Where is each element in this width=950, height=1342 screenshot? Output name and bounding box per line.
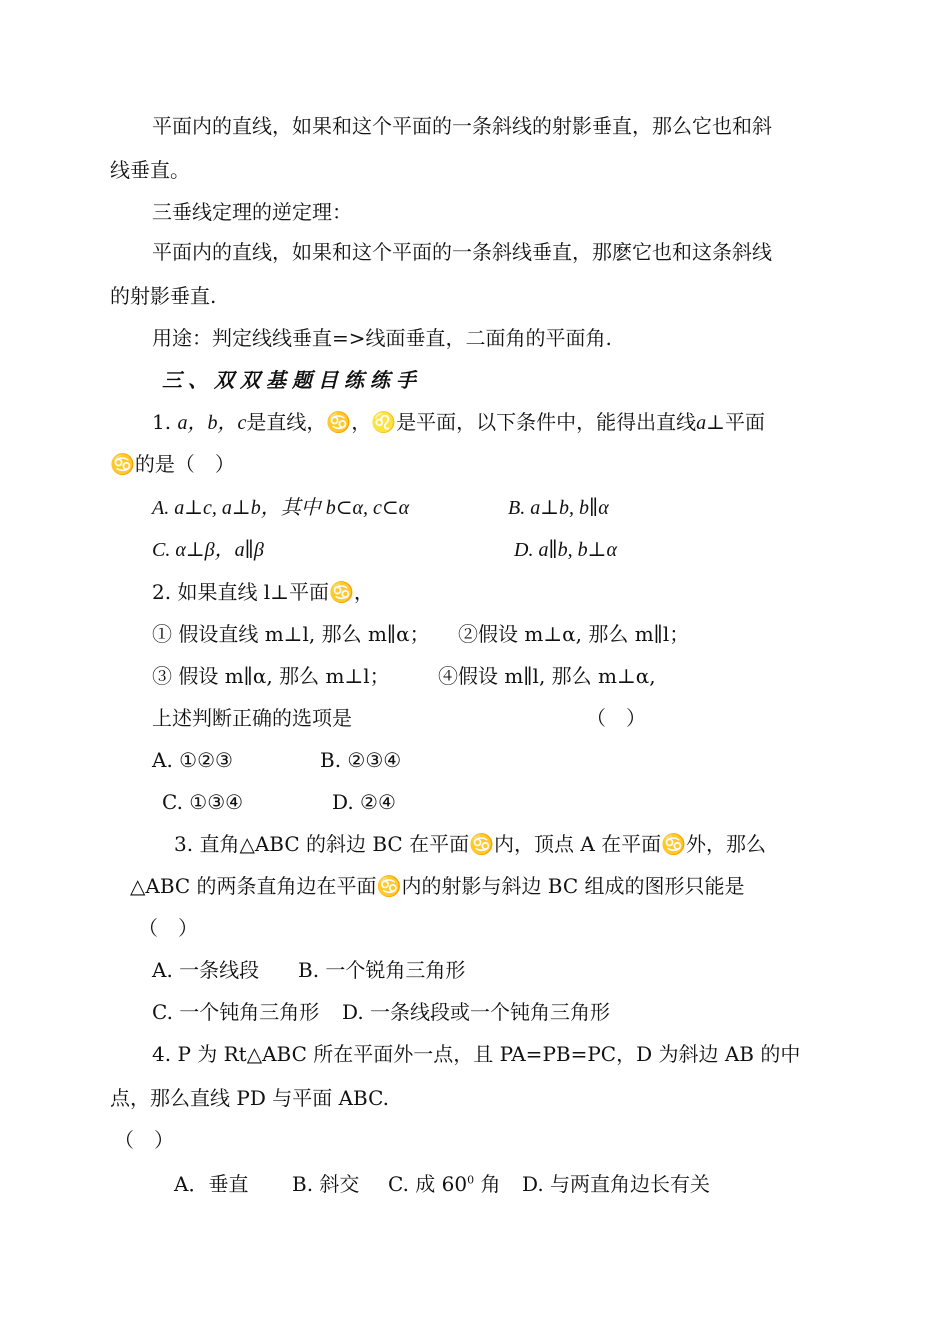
q2-question: 上述判断正确的选项是 [152, 706, 352, 730]
q2-answer-paren: （ ） [586, 706, 646, 730]
q4-option-d: D. 与两直角边长有关 [522, 1172, 711, 1196]
q4-option-a: A．垂直 [174, 1172, 249, 1196]
q1-text-3: ⊥平面 [706, 410, 765, 434]
q1-lines-abc: a，b，c [177, 412, 247, 434]
q4-option-c [388, 1170, 500, 1198]
q2-statement-4: ④假设 m∥l, 那么 m⊥α, [438, 664, 656, 688]
q1-stem-cont [110, 450, 235, 478]
q2-option-b: B. ②③④ [320, 748, 402, 772]
cancer-symbol: ♋ [326, 410, 352, 434]
q3-answer-paren: （ ） [138, 916, 198, 940]
q1-option-d: D. a∥b, b⊥α [514, 539, 617, 561]
q3-option-a: A. 一条线段 [152, 958, 260, 982]
q4-option-b: B. 斜交 [292, 1172, 360, 1196]
q1-text-4: 的是（ ） [134, 452, 235, 476]
q1-text-1: 是直线， [246, 410, 327, 434]
q3-option-c: C. 一个钝角三角形 [152, 1000, 320, 1024]
section-heading: 三、双双基题目练练手 [162, 368, 422, 392]
q1-text-2: 是平面，以下条件中，能得出直线 [396, 410, 697, 434]
q2-stem: 2. 如果直线 l⊥平面♋， [152, 580, 374, 604]
q1-option-c: C. α⊥β，a∥β [152, 539, 264, 561]
q2-statement-2: ②假设 m⊥α, 那么 m∥l； [458, 622, 690, 646]
q3-stem-1: 3. 直角△ABC 的斜边 BC 在平面♋内，顶点 A 在平面♋外，那么 [174, 832, 767, 856]
q4-option-c-text: C. 成 60 [388, 1172, 468, 1196]
theorem-line-2: 线垂直。 [110, 158, 190, 182]
q3-stem-2: △ABC 的两条直角边在平面♋内的射影与斜边 BC 组成的图形只能是 [130, 874, 745, 898]
q1-option-b: B. a⊥b, b∥α [508, 497, 609, 519]
degree-mark: 0 [467, 1173, 475, 1187]
cancer-symbol: ♋ [110, 452, 135, 476]
q4-answer-paren: （ ） [114, 1128, 174, 1152]
q2-option-a: A. ①②③ [152, 748, 233, 772]
q1-option-a: A. a⊥c, a⊥b，其中 b⊂α, c⊂α [152, 497, 410, 519]
theorem-line-1: 平面内的直线，如果和这个平面的一条斜线的射影垂直，那么它也和斜 [152, 114, 772, 138]
q2-statement-3: ③ 假设 m∥α, 那么 m⊥l； [152, 664, 390, 688]
converse-line-2: 的射影垂直. [110, 284, 217, 308]
q2-option-d: D. ②④ [332, 790, 396, 814]
q3-option-b: B. 一个锐角三角形 [298, 958, 466, 982]
usage-line: 用途：判定线线垂直=>线面垂直，二面角的平面角. [152, 326, 612, 350]
q1-number: 1. [152, 410, 178, 434]
leo-symbol: ♌ [371, 410, 397, 434]
converse-line-1: 平面内的直线，如果和这个平面的一条斜线垂直，那麽它也和这条斜线 [152, 240, 772, 264]
q4-stem-2: 点，那么直线 PD 与平面 ABC. [110, 1086, 390, 1110]
q4-stem-1: 4. P 为 Rt△ABC 所在平面外一点，且 PA=PB=PC，D 为斜边 AB 的中 [152, 1042, 801, 1066]
q1-stem: 1. a，b，c是直线，♋，♌是平面，以下条件中，能得出直线a⊥平面 [152, 410, 765, 434]
converse-title: 三垂线定理的逆定理： [152, 200, 352, 224]
q2-statement-1: ① 假设直线 m⊥l, 那么 m∥α； [152, 622, 430, 646]
q4-option-c-unit: 角 [474, 1172, 501, 1196]
q1-line-a: a [696, 412, 707, 434]
q2-option-c: C. ①③④ [162, 790, 244, 814]
q3-option-d: D. 一条线段或一个钝角三角形 [342, 1000, 611, 1024]
